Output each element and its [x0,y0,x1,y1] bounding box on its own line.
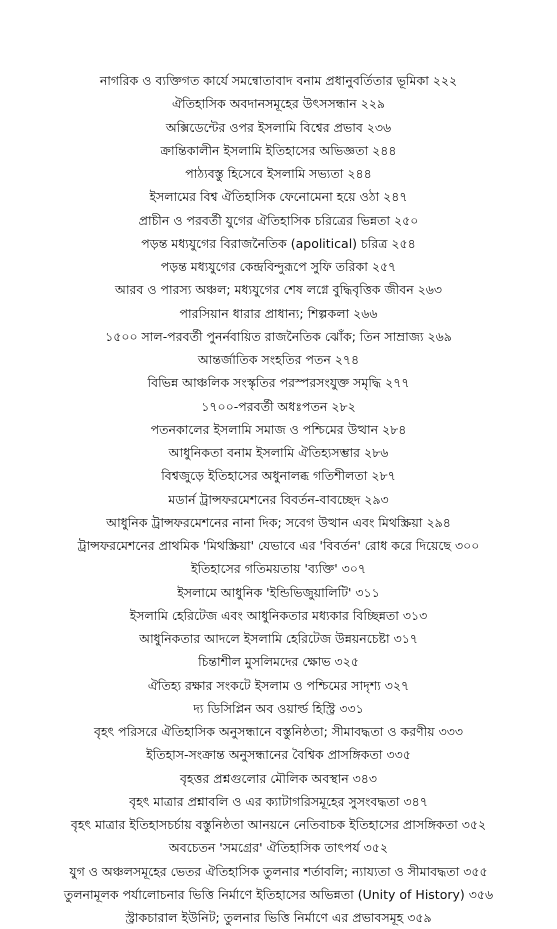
toc-entry: আধুনিকতার আদলে ইসলামি হেরিটেজ উন্নয়নচেষ্টা ৩১৭ [139,631,418,646]
toc-entry: পতনকালের ইসলামি সমাজ ও পশ্চিমের উত্থান ২৮৪ [150,421,407,437]
toc-entry: বিভিন্ন আঞ্চলিক সংস্কৃতির পরস্পরসংযুক্ত সমৃদ্ধি ২৭৭ [147,375,410,391]
toc-entry: দ্য ডিসিপ্লিন অব ওয়ার্ল্ড হিস্ট্রি ৩৩১ [193,700,364,716]
toc-entry: অক্সিডেন্টের ওপর ইসলামি বিশ্বের প্রভাব ২৩৬ [165,119,392,135]
toc-entry: পারসিয়ান ধারার প্রাধান্য; শিল্পকলা ২৬৬ [179,305,378,321]
toc-entry: নাগরিক ও ব্যক্তিগত কার্যে সমন্বোতাবাদ বনাম প্রধানুবর্তিতার ভূমিকা ২২২ [99,73,458,88]
toc-entry: ক্রান্তিকালীন ইসলামি ইতিহাসের অভিজ্ঞতা ২৪৪ [160,142,397,158]
toc-entry: ইসলামি হেরিটেজ এবং আধুনিকতার মধ্যকার বিচ্ছিন্নতা ৩১৩ [129,607,428,623]
toc-entry: আন্তর্জাতিক সংহতির পতন ২৭৪ [197,352,360,367]
toc-entry: ১৫০০ সাল-পরবর্তী পুনর্নবায়িত রাজনৈতিক ঝোঁক; তিন সাম্রাজ্য ২৬৯ [105,328,452,344]
toc-entry: ঐতিহাসিক অবদানসমূহের উৎসসন্ধান ২২৯ [171,96,386,112]
toc-entry: তুলনামূলক পর্যালোচনার ভিত্তি নির্মাণে ইতিহাসের অভিন্নতা (Unity of History) ৩৫৬ [63,886,494,902]
toc-entry: ট্রান্সফরমেশনের প্রাথমিক 'মিথস্ক্রিয়া' যেভাবে এর 'বিবর্তন' রোধ করে দিয়েছে ৩০০ [77,538,480,553]
toc-entry: ইতিহাসের গতিময়তায় 'ব্যক্তি' ৩০৭ [190,561,367,577]
toc-entry: বৃহত্তর প্রশ্নগুলোর মৌলিক অবস্থান ৩৪৩ [179,770,378,786]
toc-entry: ইসলামের বিশ্ব ঐতিহাসিক ফেনোমেনা হয়ে ওঠা ২৪৭ [149,189,408,205]
toc-entry: আধুনিকতা বনাম ইসলামি ঐতিহ্যসম্ভার ২৮৬ [168,445,389,460]
toc-entry: পাঠ্যবস্তু হিসেবে ইসলামি সভ্যতা ২৪৪ [185,166,372,181]
toc-entry: বৃহৎ মাত্রার প্রশ্নাবলি ও এর ক্যাটাগরিসমূহের সুসংবদ্ধতা ৩৪৭ [129,793,428,809]
toc-entry: ইসলামে আধুনিক 'ইন্ডিভিজুয়ালিটি' ৩১১ [177,584,380,600]
toc-entry: চিন্তাশীল মুসলিমদের ক্ষোভ ৩২৫ [198,654,359,670]
toc-entry: বৃহৎ মাত্রার ইতিহাসচর্চায় বস্তুনিষ্ঠতা আনয়নে নেতিবাচক ইতিহাসের প্রাসঙ্গিকতা ৩৫২ [70,817,487,832]
toc-entry: স্ট্রাকচারাল ইউনিট; তুলনার ভিত্তি নির্মাণে এর প্রভাবসমূহ ৩৫৯ [125,910,432,925]
toc-entry: বিশ্বজুড়ে ইতিহাসের অধুনালব্ধ গতিশীলতা ২৮৭ [161,468,396,484]
toc-entry: ১৭০০-পরবর্তী অধঃপতন ২৮২ [201,398,356,414]
toc-entry: পড়ন্ত মধ্যযুগের কেন্দ্রবিন্দুরূপে সুফি তরিকা ২৫৭ [160,259,397,274]
toc-entry: প্রাচীন ও পরবর্তী যুগের ঐতিহাসিক চরিত্রের ভিন্নতা ২৫০ [138,212,419,228]
toc-entry: আরব ও পারস্য অঞ্চল; মধ্যযুগের শেষ লগ্নে বুদ্ধিবৃত্তিক জীবন ২৬৩ [114,282,443,298]
toc-entry: ইতিহাস-সংক্রান্ত অনুসন্ধানের বৈশ্বিক প্রাসঙ্গিকতা ৩৩৫ [146,747,411,763]
toc-entry: মডার্ন ট্রান্সফরমেশনের বিবর্তন-বাবচ্ছেদ ২৯৩ [168,491,389,507]
toc-entry: বৃহৎ পরিসরে ঐতিহাসিক অনুসন্ধানে বস্তুনিষ্ঠতা; সীমাবদ্ধতা ও করণীয় ৩৩৩ [94,724,463,739]
toc-entry: যুগ ও অঞ্চলসমূহের ভেতর ঐতিহাসিক তুলনার শর্তাবলি; ন্যায্যতা ও সীমাবদ্ধতা ৩৫৫ [69,863,488,879]
toc-entry: অবচেতন 'সমগ্রের' ঐতিহাসিক তাৎপর্য ৩৫২ [168,840,389,856]
toc-entry: ঐতিহ্য রক্ষার সংকটে ইসলাম ও পশ্চিমের সাদৃশ্য ৩২৭ [147,677,410,693]
toc-entry: পড়ন্ত মধ্যযুগের বিরাজনৈতিক (apolitical) চরিত্র ২৫৪ [141,235,416,251]
toc-entry: আধুনিক ট্রান্সফরমেশনের নানা দিক; সবেগ উত্থান এবং মিথস্ক্রিয়া ২৯৪ [106,514,451,530]
table-of-contents [20,69,537,929]
